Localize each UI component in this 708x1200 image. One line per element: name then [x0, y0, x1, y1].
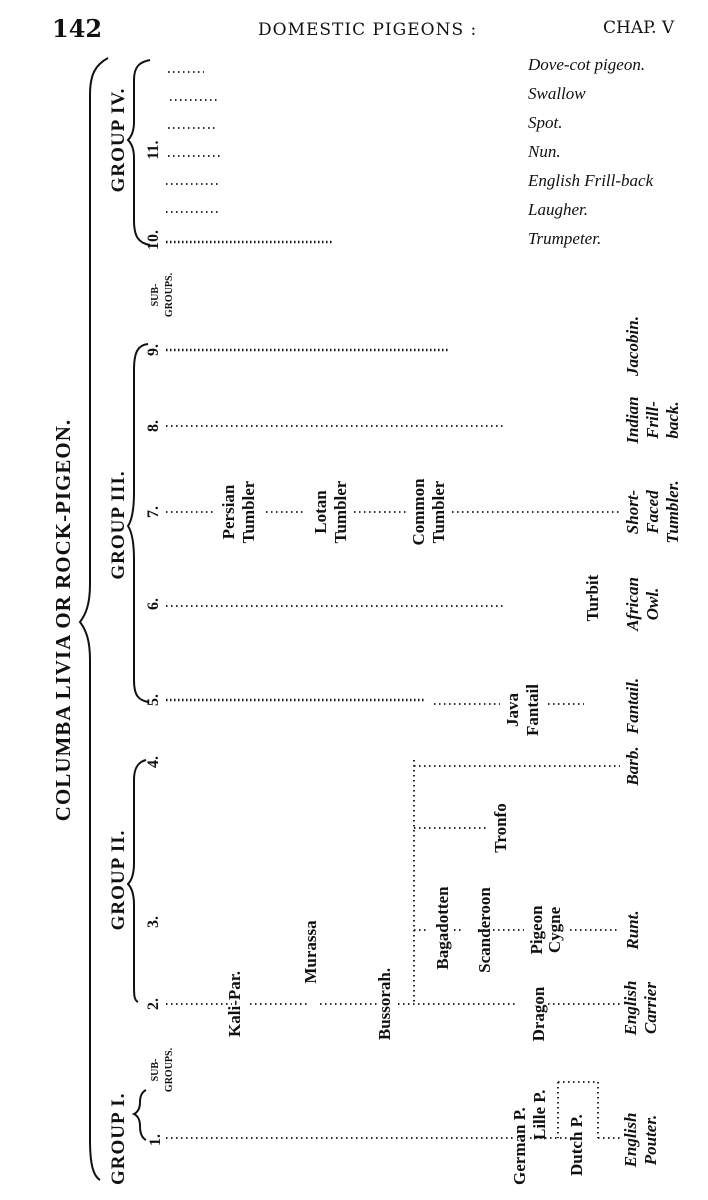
subgroup-number-3: 3.: [145, 916, 162, 928]
label-dragon: Dragon: [529, 986, 548, 1042]
label-kali-par: Kali-Par.: [225, 971, 244, 1037]
label-java: Java: [503, 693, 522, 727]
subgroups-label-2b: GROUPS.: [164, 272, 175, 318]
label-runt: Runt.: [623, 910, 642, 950]
subgroup-number-11: 11.: [145, 140, 162, 160]
label-indian-frillback-1: Indian: [623, 396, 642, 444]
label-murassa: Murassa: [301, 920, 320, 984]
group-1-brace: [134, 1090, 146, 1140]
label-common: Common: [409, 478, 428, 546]
subgroups-label-1b: GROUPS.: [164, 1047, 175, 1093]
subgroup-number-5: 5.: [145, 694, 162, 706]
label-lille-p: Lille P.: [530, 1089, 549, 1140]
label-cygne: Cygne: [545, 906, 564, 954]
label-english-carrier-1: English: [621, 980, 640, 1036]
label-short-faced-2: Faced: [643, 490, 662, 534]
label-english-pouter-1: English: [621, 1112, 640, 1168]
label-pigeon: Pigeon: [527, 905, 546, 955]
subgroup-number-8: 8.: [145, 420, 162, 432]
group4-breed-swallow: Swallow: [528, 84, 586, 103]
label-persian-tumbler: Tumbler: [239, 480, 258, 544]
label-tronfo: Tronfo: [491, 803, 510, 853]
label-african-owl-1: African: [623, 577, 642, 631]
group-1-label: GROUP I.: [108, 1092, 129, 1185]
label-bagadotten: Bagadotten: [433, 886, 452, 970]
group-3-label: GROUP III.: [108, 470, 129, 580]
label-short-faced-3: Tumbler.: [663, 480, 682, 544]
subgroup-number-7: 7.: [145, 506, 162, 518]
group4-breed-nun: Nun.: [528, 142, 561, 161]
label-barb: Barb.: [623, 746, 642, 786]
label-short-faced-1: Short-: [623, 489, 642, 535]
label-common-tumbler: Tumbler: [429, 480, 448, 544]
subgroup-number-9: 9.: [145, 344, 162, 356]
label-indian-frillback-2: Frill-: [643, 401, 662, 439]
subgroup-number-4: 4.: [145, 756, 162, 768]
label-turbit: Turbit: [583, 574, 602, 622]
label-bussorah: Bussorah.: [375, 967, 394, 1041]
label-jacobin: Jacobin.: [623, 316, 642, 376]
label-english-carrier-2: Carrier: [641, 982, 660, 1034]
group-3-brace: [128, 344, 148, 702]
label-lotan-tumbler: Tumbler: [331, 480, 350, 544]
group-4-label: GROUP IV.: [108, 87, 129, 193]
page-number: 142: [52, 14, 103, 43]
label-java-fantail: Fantail: [523, 684, 542, 736]
label-scanderoon: Scanderoon: [475, 887, 494, 973]
diagram-title: COLUMBA LIVIA OR ROCK-PIGEON.: [51, 418, 75, 822]
chapter-label: CHAP. V: [603, 18, 675, 38]
group4-breed-dove-cot: Dove-cot pigeon.: [528, 55, 646, 74]
label-english-pouter-2: Pouter.: [641, 1114, 660, 1166]
label-african-owl-2: Owl.: [643, 587, 662, 621]
group-2-brace: [128, 760, 146, 1002]
label-indian-frillback-3: back.: [663, 401, 682, 439]
group4-breed-english-frill-back: English Frill-back: [528, 171, 654, 190]
subgroup-number-1: 1.: [147, 1134, 164, 1146]
group4-breed-spot: Spot.: [528, 113, 563, 132]
group4-breed-trumpeter: Trumpeter.: [528, 229, 602, 248]
main-brace: [80, 58, 108, 1180]
group4-breed-laugher: Laugher.: [528, 200, 588, 219]
subgroups-label-1: SUB-: [150, 1058, 161, 1082]
label-fantail: Fantail.: [623, 677, 642, 735]
subgroups-label-2: SUB-: [150, 283, 161, 307]
subgroup-number-2: 2.: [145, 998, 162, 1010]
subgroup-number-10: 10.: [145, 230, 162, 250]
label-lotan: Lotan: [311, 490, 330, 534]
group-2-label: GROUP II.: [108, 829, 129, 931]
label-persian: Persian: [219, 484, 238, 540]
label-dutch-p: Dutch P.: [567, 1114, 586, 1176]
subgroup-number-6: 6.: [145, 598, 162, 610]
label-german-p: German P.: [510, 1107, 529, 1185]
running-title: DOMESTIC PIGEONS :: [258, 20, 478, 40]
